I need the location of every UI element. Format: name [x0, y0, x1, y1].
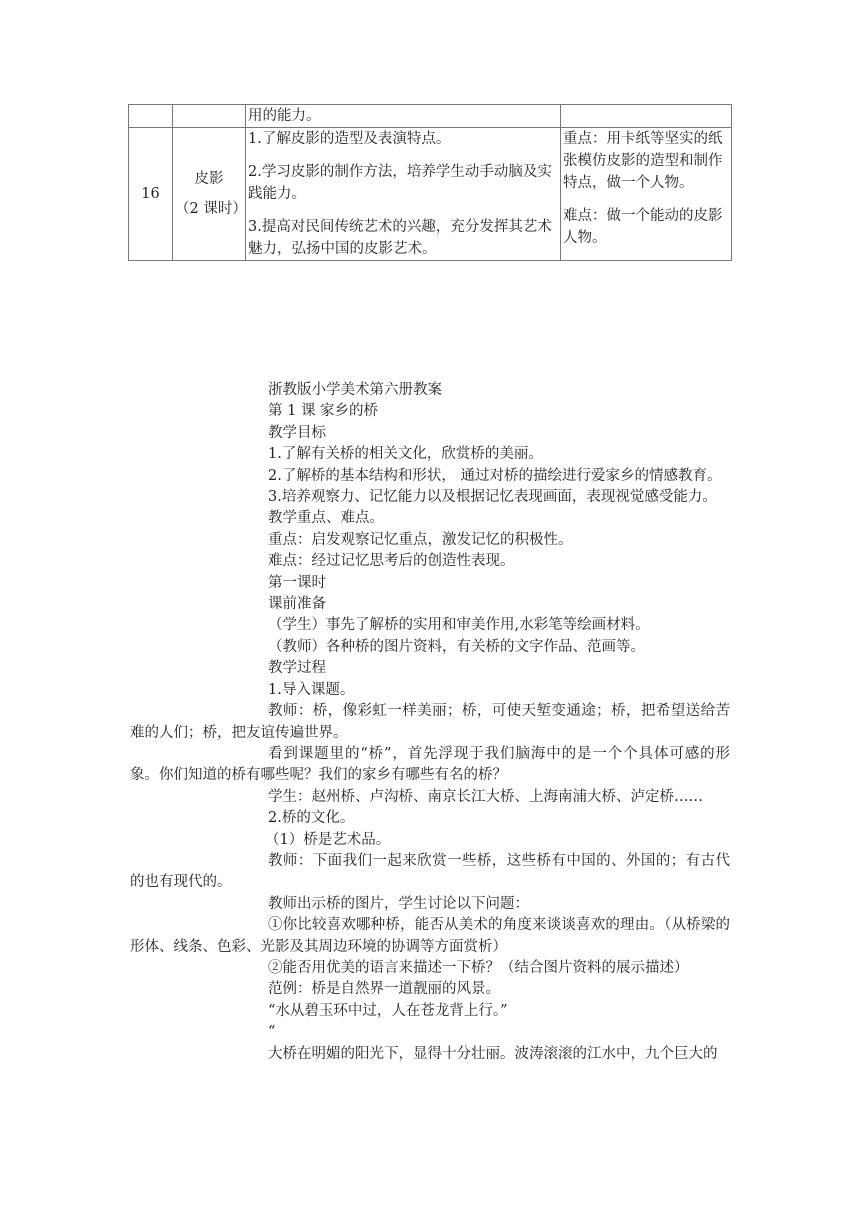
text-line: 教师出示桥的图片，学生讨论以下问题：	[268, 895, 529, 912]
step-line: 2.桥的文化。	[268, 810, 355, 827]
objective-line: 2.了解桥的基本结构和形状， 通过对桥的描绘进行爱家乡的情感教育。	[268, 467, 722, 484]
table-row	[129, 128, 732, 261]
key-point: 重点：用卡纸等坚实的纸张模仿皮影的造型和制作特点，做一个人物。	[563, 131, 723, 191]
objective-item: 2.学习皮影的制作方法，培养学生动手动脑及实践能力。	[248, 164, 552, 202]
objective-item: 1.了解皮影的造型及表演特点。	[248, 131, 451, 147]
student-line: 学生：赵州桥、卢沟桥、南京长江大桥、上海南浦大桥、泸定桥……	[268, 788, 703, 805]
text-line: 大桥在明媚的阳光下，显得十分壮丽。波涛滚滚的江水中，九个巨大的	[268, 1045, 718, 1062]
table-cell-keypoints-empty	[561, 105, 732, 128]
example-line: 范例：桥是自然界一道靓丽的风景。	[268, 981, 500, 998]
lesson-document	[130, 380, 730, 1065]
difficulty-line: 难点：经过记忆思考后的创造性表现。	[268, 553, 515, 570]
objective-item: 3.提高对民间传统艺术的兴趣，充分发挥其艺术魅力，弘扬中国的皮影艺术。	[248, 219, 552, 257]
prep-line: （学生）事先了解桥的实用和审美作用,水彩笔等绘画材料。	[268, 617, 650, 634]
section-heading: 教学目标	[268, 424, 326, 441]
prep-line: （教师）各种桥的图片资料，有关桥的文字作品、范画等。	[268, 638, 645, 655]
difficulty: 难点：做一个能动的皮影人物。	[563, 208, 723, 246]
quote-line: “水从碧玉环中过，人在苍龙背上行。”	[268, 1002, 508, 1019]
lesson-title: 皮影	[194, 171, 224, 187]
question-line: ②能否用优美的语言来描述一下桥？（结合图片资料的展示描述）	[268, 959, 689, 976]
lesson-plan-table	[128, 104, 732, 261]
section-heading: 第一课时	[268, 574, 326, 591]
lesson-key-points	[561, 128, 732, 261]
section-heading: 课前准备	[268, 596, 326, 613]
question-paragraph: ①你比较喜欢哪种桥，能否从美术的角度来谈谈喜欢的理由。（从桥梁的形体、线条、色彩、光影及其周边环境的协调等方面赏析）	[130, 917, 730, 955]
paragraph: 看到课题里的“桥”，首先浮现于我们脑海中的是一个个具体可感的形象。你们知道的桥有哪些呢？我们的家乡有哪些有名的桥？	[130, 745, 730, 784]
teacher-paragraph: 教师：下面我们一起来欣赏一些桥，这些桥有中国的、外国的；有古代的也有现代的。	[130, 852, 730, 891]
quote-mark: “	[268, 1024, 276, 1041]
table-row	[129, 105, 732, 128]
objective-line: 3.培养观察力、记忆能力以及根据记忆表现画面，表现视觉感受能力。	[268, 489, 717, 506]
lesson-title-cell	[173, 128, 246, 261]
objectives-tail: 用的能力。	[248, 108, 321, 124]
section-heading: 教学重点、难点。	[268, 510, 384, 527]
table-cell-number-empty	[129, 105, 173, 128]
key-point-line: 重点：启发观察记忆重点，激发记忆的积极性。	[268, 531, 573, 548]
lesson-objectives	[246, 128, 561, 261]
sub-step-line: （1）桥是艺术品。	[265, 831, 391, 848]
lesson-hours: （2 课时）	[175, 201, 247, 217]
lesson-number: 16	[129, 128, 173, 261]
teacher-paragraph: 教师：桥，像彩虹一样美丽；桥，可使天堑变通途；桥，把希望送给苦难的人们；桥，把友谊传遍世界。	[130, 703, 730, 741]
objective-line: 1.了解有关桥的相关文化，欣赏桥的美丽。	[268, 446, 543, 463]
table-cell-title-empty	[173, 105, 246, 128]
document-title: 浙教版小学美术第六册教案	[268, 382, 442, 398]
section-heading: 教学过程	[268, 660, 326, 677]
lesson-heading: 第 1 课 家乡的桥	[268, 403, 379, 420]
table-cell-objectives	[246, 105, 561, 128]
step-line: 1.导入课题。	[268, 681, 355, 698]
